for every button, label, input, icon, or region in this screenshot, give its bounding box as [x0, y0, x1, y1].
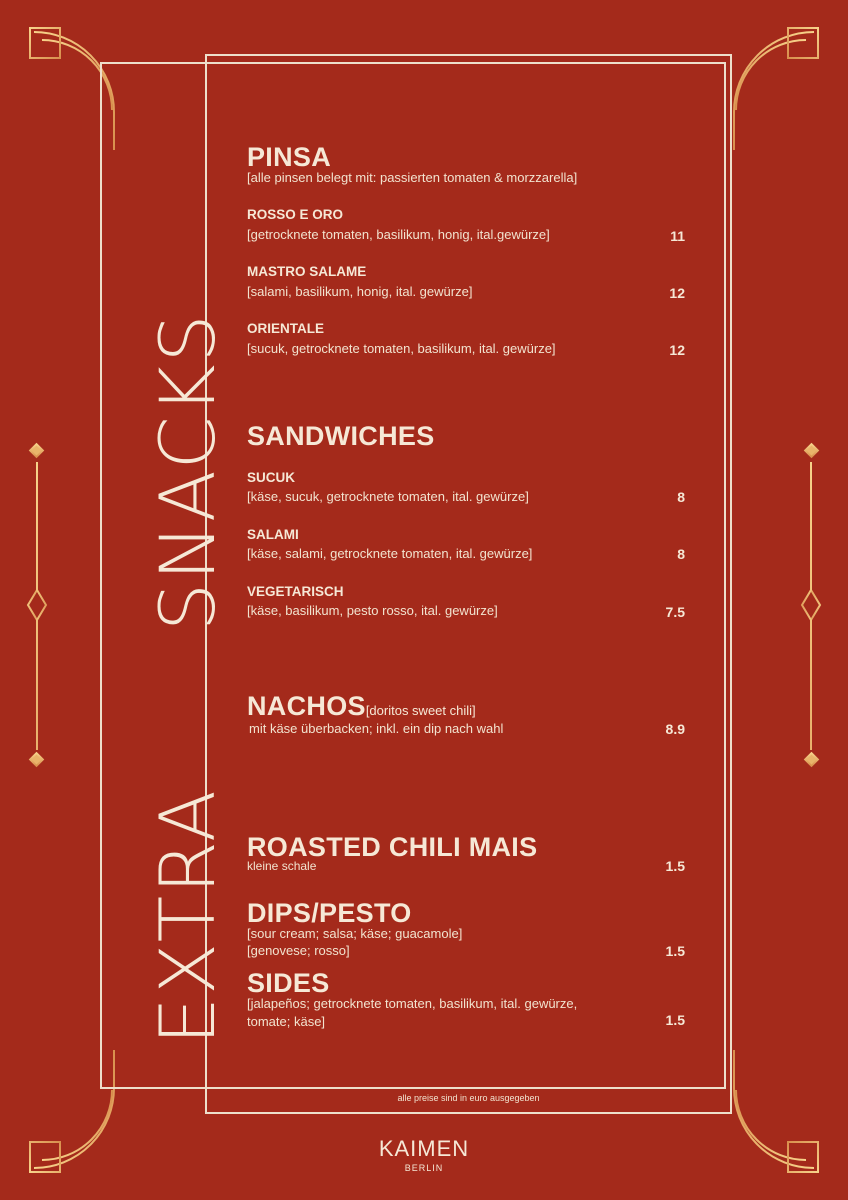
brand-subtitle: BERLIN — [404, 1163, 444, 1173]
item-name: ROSSO E ORO — [247, 207, 344, 222]
nachos-title: NACHOS — [247, 691, 366, 721]
item-price: 8 — [677, 489, 685, 505]
item-price: 8 — [677, 546, 685, 562]
section-title-pinsa: PINSA — [247, 142, 332, 172]
vertical-title: EXTRA SNACKS — [143, 312, 232, 1045]
item-name: ORIENTALE — [247, 321, 324, 336]
item-desc: [käse, basilikum, pesto rosso, ital. gewürze] — [247, 603, 498, 618]
section-title-chili-mais: ROASTED CHILI MAIS — [247, 832, 538, 862]
brand-logo: KAIMEN — [378, 1136, 470, 1161]
chili-mais-price: 1.5 — [665, 858, 685, 874]
item-desc: [salami, basilikum, honig, ital. gewürze] — [247, 284, 473, 299]
dips-price: 1.5 — [665, 943, 685, 959]
item-name: MASTRO SALAME — [247, 264, 367, 279]
sides-desc-line1: [jalapeños; getrocknete tomaten, basilikum, ital. gewürze, — [247, 996, 578, 1011]
sides-price: 1.5 — [665, 1012, 685, 1028]
footer-note: alle preise sind in euro ausgegeben — [397, 1093, 540, 1103]
item-price: 12 — [669, 285, 685, 301]
nachos-price: 8.9 — [665, 721, 685, 737]
item-price: 12 — [669, 342, 685, 358]
section-title-sides: SIDES — [247, 968, 330, 998]
item-desc: [käse, sucuk, getrocknete tomaten, ital. gewürze] — [247, 489, 529, 504]
item-desc: [käse, salami, getrocknete tomaten, ital. gewürze] — [247, 546, 533, 561]
item-name: SUCUK — [247, 470, 296, 485]
item-desc: [getrocknete tomaten, basilikum, honig, ital.gewürze] — [247, 227, 550, 242]
sides-desc-line2: tomate; käse] — [247, 1014, 326, 1029]
nachos-desc: mit käse überbacken; inkl. ein dip nach wahl — [249, 721, 504, 736]
item-name: VEGETARISCH — [247, 584, 344, 599]
section-title-sandwiches: SANDWICHES — [247, 421, 435, 451]
nachos-inline-note: [doritos sweet chili] — [365, 703, 476, 718]
section-title-dips: DIPS/PESTO — [247, 898, 412, 928]
item-price: 7.5 — [665, 604, 685, 620]
chili-mais-desc: kleine schale — [247, 859, 317, 873]
section-subtitle-pinsa: [alle pinsen belegt mit: passierten tomaten & morzzarella] — [247, 170, 578, 185]
dips-desc-line2: [genovese; rosso] — [247, 943, 350, 958]
item-price: 11 — [670, 228, 685, 244]
item-desc: [sucuk, getrocknete tomaten, basilikum, ital. gewürze] — [247, 341, 556, 356]
section-title-nachos — [247, 691, 476, 722]
dips-desc-line1: [sour cream; salsa; käse; guacamole] — [247, 926, 463, 941]
item-name: SALAMI — [247, 527, 299, 542]
